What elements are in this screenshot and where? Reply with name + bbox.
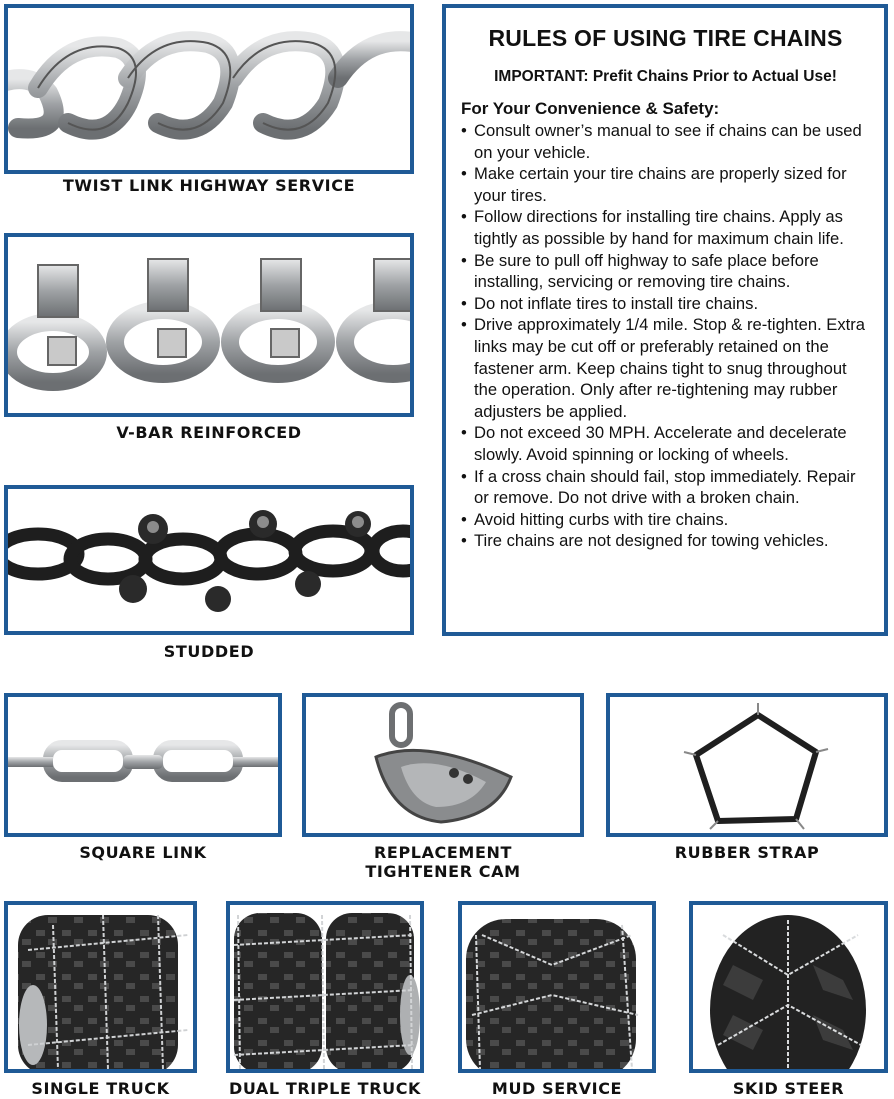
single-truck-caption: SINGLE TRUCK — [31, 1079, 170, 1098]
skid-steer-tire-photo — [689, 901, 888, 1073]
rubber-strap-caption: RUBBER STRAP — [674, 843, 820, 862]
studded-caption: STUDDED — [163, 642, 255, 661]
rules-subtitle: For Your Convenience & Safety: — [461, 99, 720, 118]
mud-service-caption: MUD SERVICE — [491, 1079, 623, 1098]
v-bar-caption: V-BAR REINFORCED — [116, 423, 302, 442]
v-bar-chain-photo — [4, 233, 414, 417]
rule-item: • Tire chains are not designed for towing vehicles. — [461, 530, 870, 552]
rule-item: • Make certain your tire chains are properly sized for your tires. — [461, 163, 870, 206]
rule-item: • If a cross chain should fail, stop immediately. Repair or remove. Do not drive with a broken chain. — [461, 466, 870, 509]
rule-item: • Consult owner’s manual to see if chains can be used on your vehicle. — [461, 120, 870, 163]
rules-panel — [442, 4, 888, 636]
rule-item: • Drive approximately 1/4 mile. Stop & re-tighten. Extra links may be cut off or preferably retained on the fastener arm. Keep chains tight to snug throughout the operation. Only after re-tightening may rubber adjusters be applied. — [461, 314, 870, 422]
square-link-caption: SQUARE LINK — [79, 843, 207, 862]
rule-item: • Avoid hitting curbs with tire chains. — [461, 509, 870, 531]
rule-item: • Do not inflate tires to install tire chains. — [461, 293, 870, 315]
studded-chain-photo — [4, 485, 414, 635]
tightener-cam-caption-line2: TIGHTENER CAM — [365, 862, 521, 881]
rule-item: • Be sure to pull off highway to safe place before installing, servicing or removing tire chains. — [461, 250, 870, 293]
dual-triple-truck-tire-photo — [226, 901, 424, 1073]
tightener-cam-photo — [302, 693, 584, 837]
square-link-photo — [4, 693, 282, 837]
mud-service-tire-photo — [458, 901, 656, 1073]
rule-item: • Do not exceed 30 MPH. Accelerate and decelerate slowly. Avoid spinning or locking of wheels. — [461, 422, 870, 465]
skid-steer-caption: SKID STEER — [732, 1079, 845, 1098]
single-truck-tire-photo — [4, 901, 197, 1073]
important-notice: IMPORTANT: Prefit Chains Prior to Actual Use! — [494, 68, 837, 85]
rubber-strap-photo — [606, 693, 888, 837]
dual-triple-truck-caption: DUAL TRIPLE TRUCK — [228, 1079, 422, 1098]
rule-item: • Follow directions for installing tire chains. Apply as tightly as possible by hand for maximum chain life. — [461, 206, 870, 249]
rules-list — [461, 120, 870, 552]
tightener-cam-caption-line1: REPLACEMENT — [374, 843, 512, 862]
twist-link-caption: TWIST LINK HIGHWAY SERVICE — [62, 176, 356, 195]
tightener-cam-caption — [302, 843, 584, 881]
twist-link-chain-photo — [4, 4, 414, 174]
rules-title: RULES OF USING TIRE CHAINS — [488, 25, 843, 51]
